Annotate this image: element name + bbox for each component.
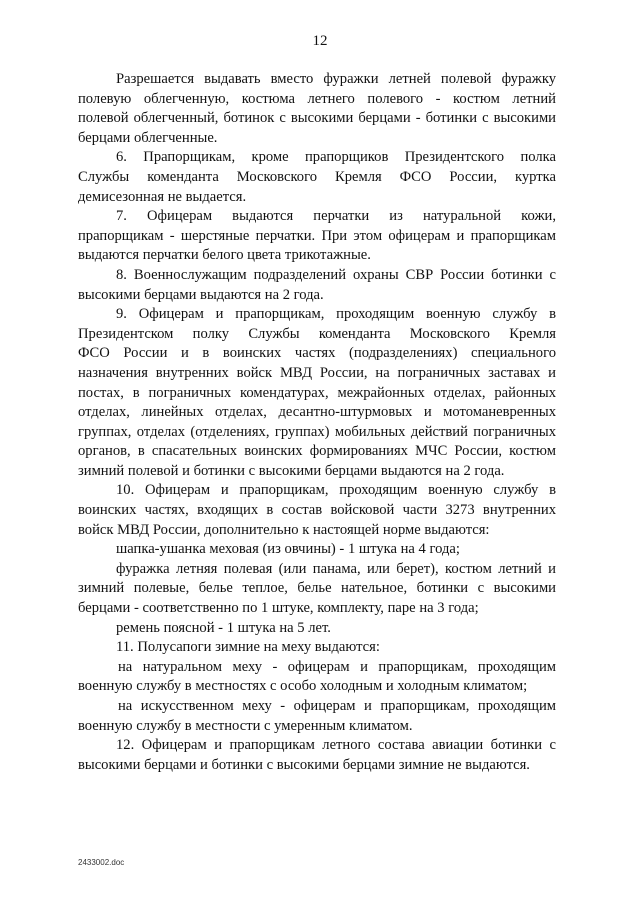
text-line: Службы коменданта Московского Кремля ФСО России, куртка [78,168,556,185]
document-filename: 2433002.doc [78,858,125,867]
text-line: Разрешается выдавать вместо фуражки летней полевой фуражку [116,71,556,87]
text-line: высокими берцами выдаются на 2 года. [78,286,324,303]
text-line: 10. Офицерам и прапорщикам, проходящим военную службу в [116,482,556,499]
text-line: назначения внутренних войск МВД России, на пограничных заставах и [78,364,556,381]
text-line: 9. Офицерам и прапорщикам, проходящим военную службу в [116,306,556,323]
text-line: на искусственном меху - офицерам и прапорщикам, проходящим [118,698,556,714]
text-line: ФСО России и в воинских частях (подразделениях) специального [78,345,556,362]
text-line: высокими берцами и ботинки с высокими берцами зимние не выдаются. [78,756,530,773]
text-line: демисезонная не выдается. [78,188,247,205]
text-line: 7. Офицерам выдаются перчатки из натуральной кожи, [116,208,556,225]
text-line: берцами облегченные. [78,129,218,146]
text-line: Президентском полку Службы коменданта Московского Кремля [78,325,556,342]
text-line: полевой облегченный, ботинок с высокими берцами - ботинки с высокими [78,110,556,127]
text-line: ремень поясной - 1 штука на 5 лет. [116,619,331,636]
text-line: берцами - соответственно по 1 штуке, комплекту, паре на 3 года; [78,600,479,617]
text-line: войск МВД России, дополнительно к настоящей норме выдаются: [78,521,490,538]
text-line: зимний полевой и ботинки с высокими берцами выдаются на 2 года. [78,462,505,479]
text-line: воинских частях, входящих в состав войсковой части 3273 внутренних [78,502,556,519]
text-line: отделах, линейных отделах, десантно-штурмовых и мотоманевренных [78,404,556,421]
text-line: зимний полевые, белье теплое, белье нательное, ботинки с высокими [78,580,556,597]
text-line: 8. Военнослужащим подразделений охраны СВР России ботинки с [116,266,556,283]
text-line: 6. Прапорщикам, кроме прапорщиков Президентского полка [116,149,556,166]
text-line: военную службу в местности с умеренным климатом. [78,717,413,734]
page-number: 12 [312,33,328,49]
text-line: 12. Офицерам и прапорщикам летного состава авиации ботинки с [116,737,556,754]
text-line: фуражка летняя полевая (или панама, или берет), костюм летний и [116,560,556,577]
text-line: выдаются перчатки белого цвета трикотажные. [78,247,371,264]
text-line: постах, в пограничных комендатурах, межрайонных отделах, районных [78,384,556,401]
text-line: группах, отделах (отделениях, группах) мобильных действий пограничных [78,423,556,440]
text-line: военную службу в местностях с особо холодным и холодным климатом; [78,678,528,695]
text-line: полевую облегченную, костюма летнего полевого - костюм летний [78,90,556,107]
text-line: 11. Полусапоги зимние на меху выдаются: [116,639,380,656]
text-line: органов, в спасательных воинских формированиях МЧС России, костюм [78,443,556,460]
document-body [78,70,556,775]
text-line: на натуральном меху - офицерам и прапорщикам, проходящим [118,658,556,675]
text-line: прапорщикам - шерстяные перчатки. При этом офицерам и прапорщикам [78,227,556,244]
text-line: шапка-ушанка меховая (из овчины) - 1 штука на 4 года; [116,541,460,558]
